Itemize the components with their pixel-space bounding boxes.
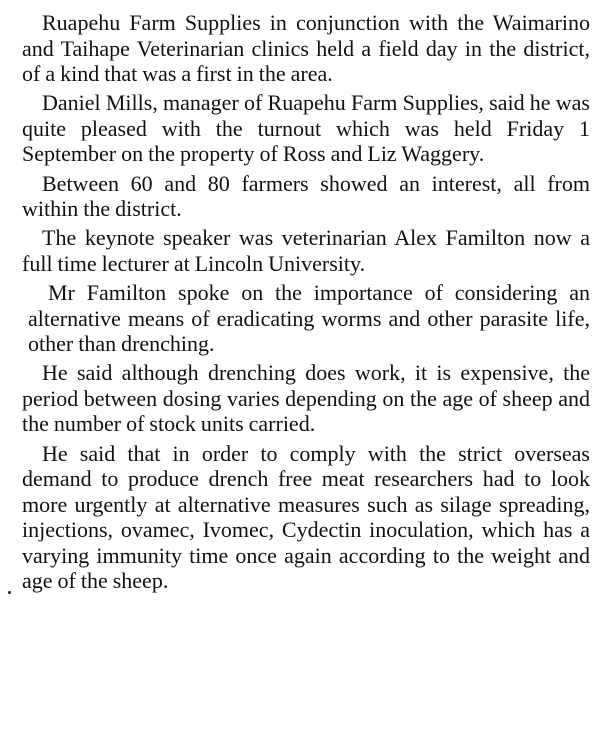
print-speck — [8, 591, 11, 594]
paragraph-alternative-means: Mr Familton spoke on the importance of considering an alternative means of eradicating worms and other parasite life, other than drenching. — [28, 279, 590, 357]
paragraph-daniel-mills: Daniel Mills, manager of Ruapehu Farm Supplies, said he was quite pleased with the turnout which was held Friday 1 September on the property of Ross and Liz Waggery. — [22, 90, 590, 167]
article-body — [22, 10, 590, 598]
paragraph-field-day: Ruapehu Farm Supplies in conjunction with the Waimarino and Taihape Veterinarian clinics held a field day in the district, of a kind that was a first in the area. — [22, 10, 590, 87]
paragraph-drenching-cost: He said although drenching does work, it is expensive, the period between dosing varies depending on the age of sheep and the number of stock units carried. — [22, 360, 590, 437]
paragraph-overseas-demand: He said that in order to comply with the strict overseas demand to produce drench free meat researchers had to look more urgently at alternative measures such as silage spreading, injections, ovamec, Ivomec, Cydectin inoculation, which has a varying immunity time once again according to the weight and age of the sheep. — [22, 440, 590, 594]
paragraph-farmer-count: Between 60 and 80 farmers showed an interest, all from within the district. — [22, 170, 590, 222]
paragraph-keynote-speaker: The keynote speaker was veterinarian Alex Familton now a full time lecturer at Lincoln University. — [22, 225, 590, 276]
